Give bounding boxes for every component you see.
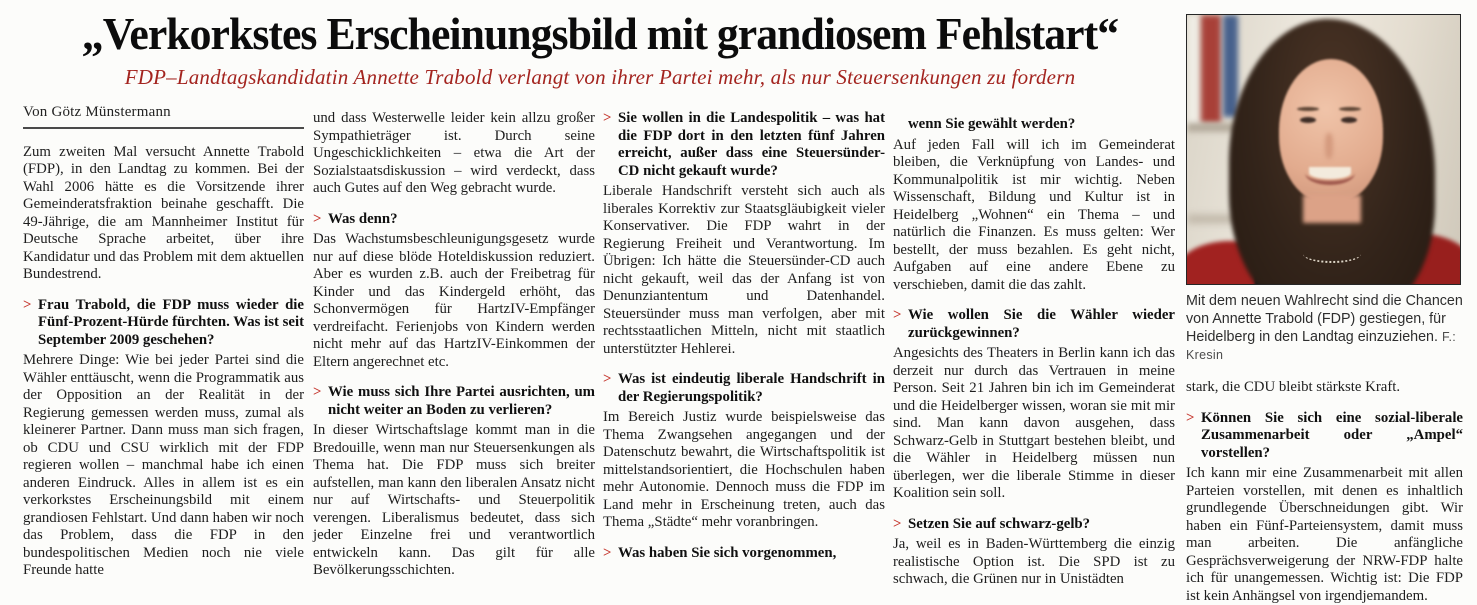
column-4: [893, 110, 1175, 589]
interview-question-8: [893, 516, 1175, 534]
question-text: Sie wollen in die Landespolitik – was hat die FDP dort in den letzten fünf Jahren erreicht, außer dass eine Steuersünder-CD nicht gekauft wurde?: [618, 110, 885, 179]
question-marker-icon: >: [313, 384, 322, 400]
answer-paragraph-1: Mehrere Dinge: Wie bei jeder Partei sind die Wähler enttäuscht, wenn die Programmatik aus der Opposition an der Realität in der Regierung gemessen werden muss, zumal als kleinerer Partner. Dann muss man sich fragen, ob CDU und CSU wirklich mit der FDP regieren wollen – manchmal habe ich einen anderen Eindruck. Alles in allem ist es ein verkorkstes Erscheinungsbild mit einem grandiosen Fehlstart. Und dann haben wir noch das Problem, dass die FDP in den bundespolitischen Medien noch nie viele Freunde hatte: [23, 352, 304, 578]
question-marker-icon: >: [23, 296, 32, 313]
interview-question-1: [23, 297, 304, 350]
question-marker-icon: >: [313, 210, 322, 227]
column-5: [1186, 14, 1463, 605]
photo-face-detail: [1341, 117, 1357, 123]
question-text: Was denn?: [328, 210, 398, 227]
headline: „Verkorkstes Erscheinungsbild mit grandiosem Fehlstart“: [81, 8, 1119, 59]
column-2: [313, 110, 595, 580]
interview-question-5: [603, 371, 885, 406]
answer-paragraph-3: In dieser Wirtschaftslage kommt man in die Bredouille, wenn man nur Steuersenkungen als Thema hat. Die FDP muss sich breiter aufstellen, man kann den liberalen Ansatz nicht nur auf Wirtschafts- und Steuerpolitik verengen. Liberalismus bedeutet, dass sich jeder Einzelne frei und verantwortlich entwickeln kann. Das gilt für alle Bevölkerungsschichten.: [313, 422, 595, 578]
answer-paragraph-1-continued: und dass Westerwelle leider kein allzu großer Sympathieträger ist. Durch seine Ungeschicklichkeiten – etwa die Art der Sozialstaatsdiskussion – wird verdeckt, dass auch Gutes auf den Weg gebracht wurde.: [313, 110, 595, 196]
interview-question-7: [893, 307, 1175, 342]
photo-bookshelf-detail: [1223, 15, 1238, 117]
photo-face-detail: [1300, 117, 1316, 123]
photo-face-detail: [1303, 195, 1361, 223]
lead-paragraph: Zum zweiten Mal versucht Annette Trabold (FDP), in den Landtag zu kommen. Bei der Wahl 2006 hätte es die Vorsitzende ihrer Gemeinderatsfraktion beinahe geschafft. Die 49-Jährige, die am Mannheimer Institut für Deutsche Sprache arbeitet, über ihre Kandidatur und das Problem mit dem aktuellen Bundestrend.: [23, 143, 304, 282]
photo-face-detail: [1339, 107, 1361, 111]
question-text: Was ist eindeutig liberale Handschrift in der Regierungspolitik?: [618, 371, 885, 405]
interview-question-9: [1186, 410, 1463, 463]
answer-paragraph-5: Im Bereich Justiz wurde beispielsweise das Thema Zwangsehen angegangen und der Datenschutz bewahrt, die Wirtschaftspolitik ist mittelstandsorientiert, die Hochschulen haben mehr Autonomie. Dennoch muss die FDP im Land mehr in Erscheinung treten, auch das Thema „Städte“ mehr voranbringen.: [603, 409, 885, 530]
question-text: Wie muss sich Ihre Partei ausrichten, um nicht weiter an Boden zu verlieren?: [328, 384, 595, 418]
photo-bookshelf-detail: [1187, 15, 1201, 127]
question-text: Frau Trabold, die FDP muss wieder die Fünf-Prozent-Hürde fürchten. Was ist seit September 2009 geschehen?: [38, 296, 304, 348]
interview-question-2: [313, 211, 595, 229]
photo-credit: F.: Kresin: [1186, 330, 1457, 362]
question-text: Können Sie sich eine sozial-liberale Zusammenarbeit oder „Ampel“ vorstellen?: [1201, 409, 1463, 461]
question-text: Wie wollen Sie die Wähler wieder zurückgewinnen?: [908, 307, 1175, 341]
photo-face-detail: [1325, 133, 1333, 159]
question-marker-icon: >: [1186, 409, 1195, 426]
photo-necklace: [1303, 245, 1361, 263]
interview-question-3: [313, 384, 595, 419]
photo-face-detail: [1297, 107, 1319, 111]
question-marker-icon: >: [893, 515, 902, 532]
column-1: [23, 104, 304, 580]
question-marker-icon: >: [603, 371, 612, 387]
answer-paragraph-8: Ja, weil es in Baden-Württemberg die einzig realistische Option ist. Die SPD ist zu schwach, die Grünen nur in Unistädten: [893, 536, 1175, 587]
photo-caption: [1186, 292, 1463, 364]
portrait-photo-annette-trabold: [1186, 14, 1461, 285]
photo-face-detail: [1305, 161, 1355, 185]
answer-paragraph-7: Angesichts des Theaters in Berlin kann ich das derzeit nur durch das Vertrauen in meine Person. Seit 21 Jahren bin ich im Gemeinderat und die Heidelberger wissen, woran sie mit mir sind. Man kann davon ausgehen, dass Schwarz-Gelb in Stuttgart bestehen bleibt, und die Wähler in Heidelberg müssen nun überlegen, wer die liberale Stimme in dieser Koalition sein soll.: [893, 345, 1175, 501]
question-text: wenn Sie gewählt werden?: [908, 116, 1076, 132]
photo-caption-text: Mit dem neuen Wahlrecht sind die Chancen von Annette Trabold (FDP) gestiegen, für Heidelberg in den Landtag einzuziehen.: [1186, 293, 1463, 345]
answer-paragraph-9: Ich kann mir eine Zusammenarbeit mit allen Parteien vorstellen, mit denen es inhaltlich grundlegende Überschneidungen gibt. Wir haben ein Fünf-Parteiensystem, damit muss man arbeiten. Die anfängliche Gesprächsverweigerung der NRW-FDP halte ich für unangemessen. Wichtig ist: Die FDP ist kein Anhängsel von irgendjemandem.: [1186, 465, 1463, 604]
answer-paragraph-8-continued: stark, die CDU bleibt stärkste Kraft.: [1186, 379, 1401, 395]
byline: Von Götz Münstermann: [23, 104, 304, 129]
photo-bookshelf-detail: [1201, 15, 1221, 123]
question-marker-icon: >: [893, 307, 902, 323]
question-text: Was haben Sie sich vorgenommen,: [618, 544, 837, 561]
answer-paragraph-6: Auf jeden Fall will ich im Gemeinderat bleiben, die Verknüpfung von Landes- und Kommunalpolitik ist mir wichtig. Neben Wissenschaft, Bildung und Kultur ist in Heidelberg „Wohnen“ ein Thema – und natürlich die Finanzen. Es muss gelten: Wer bestellt, der muss bezahlen. Es geht nicht, Aufgaben auf eine andere Ebene zu verschieben, damit die das zahlt.: [893, 136, 1175, 293]
question-marker-icon: >: [603, 544, 612, 561]
interview-question-6-end: [893, 116, 1175, 134]
question-marker-icon: >: [603, 110, 612, 126]
answer-paragraph-2: Das Wachstumsbeschleunigungsgesetz wurde nur auf diese blöde Hoteldiskussion reduziert. Aber es wurden z.B. auch der Freibetrag für Kinder und das Kindergeld erhöht, das Schonvermögen für HartzIV-Empfänger verdreifacht. Ferienjobs von Kindern werden nicht mehr auf das HartzIV-Einkommen der Eltern angerechnet etc.: [313, 231, 595, 370]
answer-paragraph-4: Liberale Handschrift versteht sich auch als liberales Korrektiv zur Staatsgläubigkeit vieler Konservativer. Die FDP wahrt in der Regierung Freiheit und Verantwortung. Im Übrigen: Ich hätte die Steuersünder-CD auch nicht gekauft, weil das der Anfang ist von Denunziantentum und Datenhandel. Steuersünder muss man verfolgen, aber mit rechtsstaatlichen Mitteln, nicht mit staatlich unterstützter Hehlerei.: [603, 183, 885, 357]
interview-question-6-start: [603, 545, 885, 563]
interview-question-4: [603, 110, 885, 180]
subheadline: FDP–Landtagskandidatin Annette Trabold verlangt von ihrer Partei mehr, als nur Steuersenkungen zu fordern: [124, 65, 1076, 89]
question-text: Setzen Sie auf schwarz-gelb?: [908, 515, 1091, 532]
column-3: [603, 110, 885, 565]
